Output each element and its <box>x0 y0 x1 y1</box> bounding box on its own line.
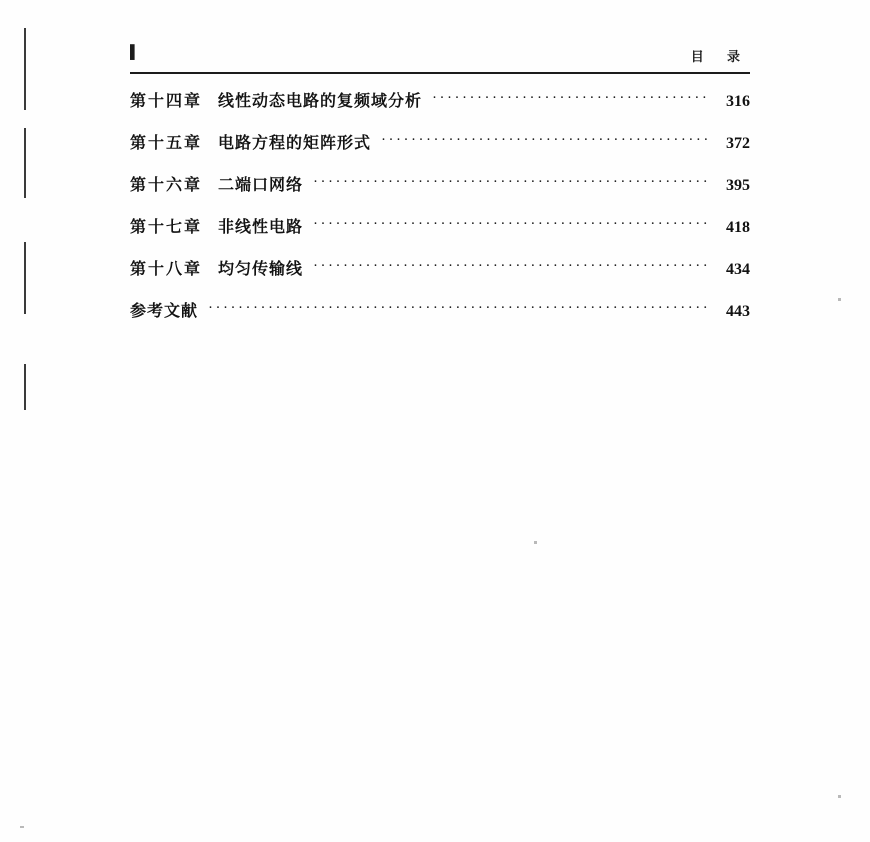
toc-entry <box>130 256 750 298</box>
toc-entry <box>130 214 750 256</box>
toc-entry-chapter: 第十四章 <box>130 93 203 110</box>
toc-entry-title: 二端口网络 <box>218 177 304 194</box>
scan-speck <box>20 826 24 828</box>
header-rule <box>130 72 750 74</box>
toc-entry <box>130 298 750 340</box>
toc-entry-chapter: 第十七章 <box>130 219 203 236</box>
toc-leader-dots <box>313 174 710 190</box>
toc-entry <box>130 88 750 130</box>
scan-speck <box>534 541 537 544</box>
table-of-contents <box>130 88 750 340</box>
running-head-title: 目 录 <box>690 49 750 64</box>
toc-entry-page: 372 <box>726 135 750 152</box>
toc-leader-dots <box>313 216 710 232</box>
running-head <box>130 44 750 70</box>
toc-entry-page: 316 <box>726 93 750 110</box>
toc-entry-title: 均匀传输线 <box>218 261 304 278</box>
toc-entry-title: 线性动态电路的复频域分析 <box>218 93 423 110</box>
toc-entry-title: 电路方程的矩阵形式 <box>218 135 372 152</box>
gutter-mark <box>24 364 26 410</box>
toc-entry-chapter: 第十八章 <box>130 261 203 278</box>
toc-leader-dots <box>313 258 710 274</box>
toc-entry-title: 非线性电路 <box>218 219 304 236</box>
toc-entry-page: 434 <box>726 261 750 278</box>
toc-entry-chapter: 第十六章 <box>130 177 203 194</box>
gutter-mark <box>24 242 26 314</box>
gutter-mark <box>24 28 26 110</box>
toc-leader-dots <box>381 132 710 148</box>
toc-entry <box>130 130 750 172</box>
gutter-mark <box>24 128 26 198</box>
toc-entry-title: 参考文献 <box>130 303 199 320</box>
running-head-left-mark: ▌ <box>130 44 141 59</box>
toc-entry-page: 443 <box>726 303 750 320</box>
toc-entry-page: 418 <box>726 219 750 236</box>
toc-entry-chapter: 第十五章 <box>130 135 203 152</box>
toc-entry <box>130 172 750 214</box>
scan-speck <box>838 298 841 301</box>
scan-speck <box>838 795 841 798</box>
toc-leader-dots <box>432 90 710 106</box>
toc-entry-page: 395 <box>726 177 750 194</box>
toc-leader-dots <box>208 300 710 316</box>
